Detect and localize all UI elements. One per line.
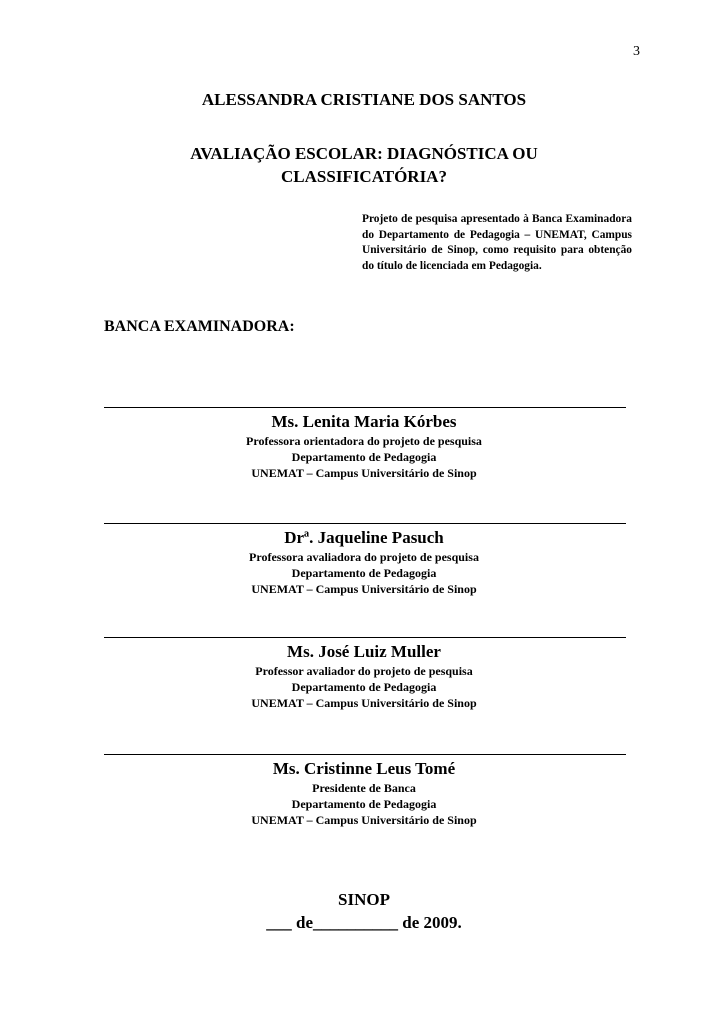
examiner-block	[0, 641, 728, 711]
signature-line	[104, 754, 626, 755]
signature-line	[104, 407, 626, 408]
examiner-department: Departamento de Pedagogia	[291, 566, 437, 580]
examiner-name: Ms. José Luiz Muller	[287, 642, 441, 661]
signature-line	[104, 523, 626, 524]
title-line-2: CLASSIFICATÓRIA?	[281, 167, 447, 186]
project-description: Projeto de pesquisa apresentado à Banca Examinadora do Departamento de Pedagogia – UNEMAT, Campus Universitário de Sinop, como requisito para obtenção do título de licenciada em Pedagogia.	[362, 213, 632, 272]
examiner-role: Professor avaliador do projeto de pesquisa	[255, 664, 473, 678]
examiner-institution: UNEMAT – Campus Universitário de Sinop	[251, 582, 477, 596]
examiner-department: Departamento de Pedagogia	[291, 680, 437, 694]
examiner-institution: UNEMAT – Campus Universitário de Sinop	[251, 466, 477, 480]
examiner-department: Departamento de Pedagogia	[291, 450, 437, 464]
examiner-block	[0, 411, 728, 481]
examiner-institution: UNEMAT – Campus Universitário de Sinop	[251, 813, 477, 827]
examiner-block	[0, 758, 728, 828]
date-line: ___ de__________ de 2009.	[266, 913, 462, 932]
examiner-role: Professora orientadora do projeto de pesquisa	[246, 434, 482, 448]
signature-line	[104, 637, 626, 638]
page-number: 3	[633, 44, 640, 59]
document-title	[0, 142, 728, 188]
examiner-name: Ms. Cristinne Leus Tomé	[272, 759, 456, 778]
banca-heading: BANCA EXAMINADORA:	[104, 318, 295, 335]
examiner-department: Departamento de Pedagogia	[291, 797, 437, 811]
examiner-name: Ms. Lenita Maria Kórbes	[271, 412, 457, 431]
examiner-role: Professora avaliadora do projeto de pesquisa	[249, 550, 479, 564]
examiner-block	[0, 527, 728, 597]
examiner-name: Drª. Jaqueline Pasuch	[284, 528, 444, 547]
title-line-1: AVALIAÇÃO ESCOLAR: DIAGNÓSTICA OU	[190, 144, 538, 163]
examiner-institution: UNEMAT – Campus Universitário de Sinop	[251, 696, 477, 710]
author-name: ALESSANDRA CRISTIANE DOS SANTOS	[201, 90, 527, 109]
examiner-role: Presidente de Banca	[312, 781, 416, 795]
city: SINOP	[338, 890, 390, 909]
